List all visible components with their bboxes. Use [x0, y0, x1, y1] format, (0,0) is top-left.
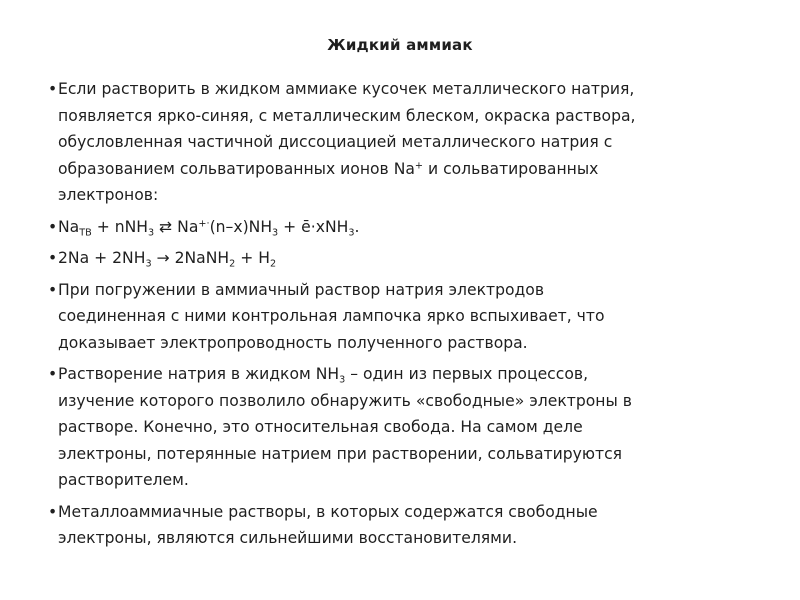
equilibrium-arrow-icon: ⇄: [154, 217, 178, 236]
eq-term: Na: [177, 217, 199, 236]
text-line: растворителем.: [58, 471, 189, 489]
bullet-item-equation-1: [48, 214, 748, 241]
eq-term: + nNH: [91, 217, 149, 236]
text-line: доказывает электропроводность полученного раствора.: [58, 333, 528, 352]
eq-term: + H: [235, 249, 270, 267]
bullet-item-free-electrons: [48, 361, 748, 494]
text-line: электроны, являются сильнейшими восстановителями.: [58, 529, 518, 547]
equation-1: [58, 214, 748, 241]
slide-content: [48, 76, 748, 557]
text-line: Если растворить в жидком аммиаке кусочек металлического натрия,: [58, 80, 635, 98]
text-line: Металлоаммиачные растворы, в которых содержатся свободные: [58, 502, 598, 521]
text-line: растворе. Конечно, это относительная свобода. На самом деле: [58, 418, 583, 436]
text-line: появляется ярко-синяя, с металлическим блеском, окраска раствора,: [58, 106, 636, 125]
bullet-marker: •: [48, 365, 58, 383]
reaction-arrow-icon: →: [151, 249, 175, 267]
eq-term: + ē·xNH: [278, 217, 349, 236]
text-line: [58, 156, 748, 183]
text-segment: – один из первых процессов,: [345, 365, 589, 383]
eq-subscript: 3: [348, 226, 355, 238]
bullet-item-dissolution: [48, 76, 748, 209]
eq-term: (n–x)NH: [209, 217, 273, 236]
bullet-marker: •: [48, 80, 58, 98]
bullet-marker: •: [48, 249, 58, 267]
slide-title: Жидкий аммиак: [327, 36, 473, 54]
text-segment: и сольватированных: [423, 159, 599, 178]
eq-subscript: 2: [229, 258, 236, 270]
bullet-marker: •: [48, 217, 58, 236]
bullet-item-equation-2: [48, 245, 748, 272]
eq-term: Na: [58, 217, 80, 236]
eq-superscript: ·: [206, 218, 210, 230]
text-line: соединенная с ними контрольная лампочка ярко вспыхивает, что: [58, 307, 605, 325]
text-line: электроны, потерянные натрием при растворении, сольватируются: [58, 444, 623, 463]
eq-subscript: 3: [148, 226, 155, 238]
eq-term: 2Na + 2NH: [58, 249, 146, 267]
text-line: электронов:: [58, 186, 159, 204]
text-line: изучение которого позволило обнаружить «свободные» электроны в: [58, 391, 632, 410]
text-line: обусловленная частичной диссоциацией металлического натрия с: [58, 133, 613, 151]
text-line: [58, 361, 748, 388]
eq-subscript: ТВ: [79, 226, 92, 238]
bullet-item-electrodes: [48, 277, 748, 357]
eq-superscript: +: [198, 218, 207, 230]
bullet-marker: •: [48, 280, 58, 299]
eq-term: 2NaNH: [174, 249, 230, 267]
bullet-marker: •: [48, 502, 58, 521]
ion-charge: +: [414, 160, 424, 172]
text-line: При погружении в аммиачный раствор натрия электродов: [58, 280, 545, 299]
eq-subscript: 3: [145, 258, 152, 270]
eq-term: .: [354, 217, 360, 236]
equation-2: [58, 245, 748, 272]
eq-subscript: 3: [272, 226, 279, 238]
text-segment: Растворение натрия в жидком NH: [58, 365, 340, 383]
eq-subscript: 2: [270, 258, 277, 270]
bullet-item-reducers: [48, 499, 748, 552]
text-segment: образованием сольватированных ионов Na: [58, 159, 415, 178]
eq-subscript: 3: [339, 374, 346, 386]
